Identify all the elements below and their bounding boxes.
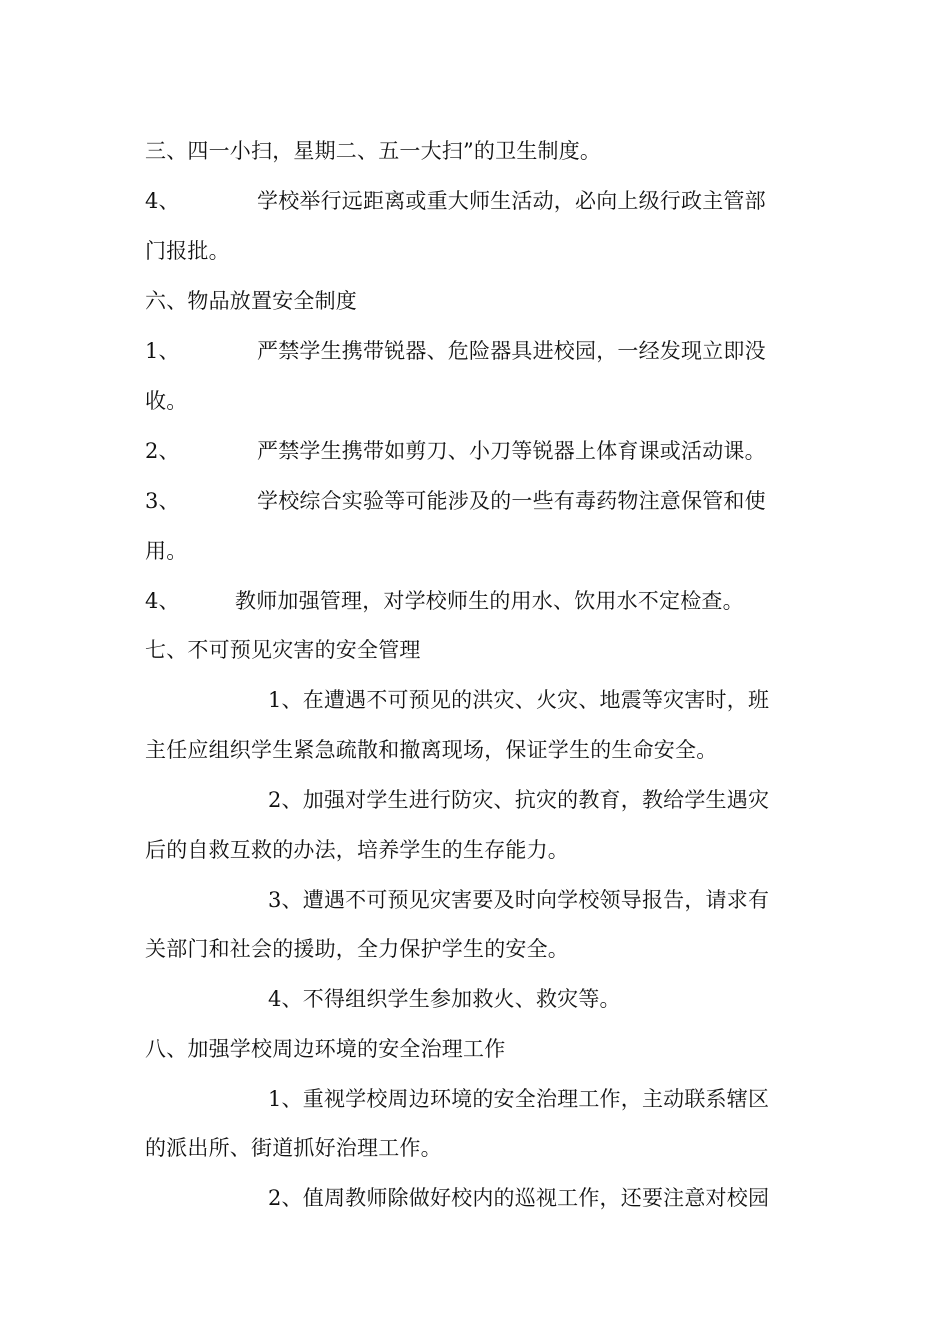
text-line: [145, 935, 569, 963]
text-line: [145, 836, 569, 864]
item-text: 学校综合实验等可能涉及的一些有毒药物注意保管和使: [257, 489, 766, 513]
indented-paragraph-line: [268, 686, 769, 714]
line-text: 2、值周教师除做好校内的巡视工作，还要注意对校园: [268, 1186, 770, 1210]
line-text: 关部门和社会的援助，全力保护学生的安全。: [145, 937, 569, 961]
line-text: 三、四一小扫，星期二、五一大扫”的卫生制度。: [145, 139, 602, 163]
indented-paragraph-line: [268, 786, 769, 814]
item-text: 严禁学生携带锐器、危险器具进校园，一经发现立即没: [257, 339, 766, 363]
item-number: 1、: [145, 339, 180, 363]
line-text: 收。: [145, 389, 188, 413]
line-text: 3、遭遇不可预见灾害要及时向学校领导报告，请求有: [268, 888, 770, 912]
item-number: 3、: [145, 489, 180, 513]
line-text: 4、不得组织学生参加救火、救灾等。: [268, 987, 621, 1011]
line-text: 1、在遭遇不可预见的洪灾、火灾、地震等灾害时，班: [268, 688, 770, 712]
list-item: [145, 437, 766, 465]
list-item: [145, 587, 744, 615]
indented-paragraph-line: [268, 886, 769, 914]
section-heading: [145, 1035, 505, 1063]
item-text: 学校举行远距离或重大师生活动，必向上级行政主管部: [257, 189, 766, 213]
heading-text: 六、物品放置安全制度: [145, 289, 357, 313]
text-line: [145, 736, 717, 764]
section-heading: [145, 287, 357, 315]
line-text: 后的自救互救的办法，培养学生的生存能力。: [145, 838, 569, 862]
item-number: 4、: [145, 589, 180, 613]
section-heading: [145, 636, 421, 664]
line-text: 2、加强对学生进行防灾、抗灾的教育，教给学生遇灾: [268, 788, 770, 812]
list-item: [145, 487, 766, 515]
list-item: [145, 337, 766, 365]
item-number: 2、: [145, 439, 180, 463]
text-line: [145, 537, 187, 565]
line-text: 的派出所、街道抓好治理工作。: [145, 1136, 442, 1160]
indented-paragraph-line: [268, 1184, 769, 1212]
text-line: [145, 1134, 442, 1162]
list-item: [145, 187, 766, 215]
text-line: [145, 137, 601, 165]
line-text: 1、重视学校周边环境的安全治理工作，主动联系辖区: [268, 1087, 770, 1111]
heading-text: 七、不可预见灾害的安全管理: [145, 638, 421, 662]
text-line: [145, 387, 187, 415]
item-text: 教师加强管理，对学校师生的用水、饮用水不定检查。: [235, 589, 744, 613]
indented-paragraph-line: [268, 1085, 769, 1113]
line-text: 用。: [145, 539, 188, 563]
heading-text: 八、加强学校周边环境的安全治理工作: [145, 1037, 506, 1061]
item-text: 严禁学生携带如剪刀、小刀等锐器上体育课或活动课。: [257, 439, 766, 463]
item-number: 4、: [145, 189, 180, 213]
indented-paragraph-line: [268, 985, 621, 1013]
text-line: [145, 237, 230, 265]
line-text: 门报批。: [145, 239, 230, 263]
line-text: 主任应组织学生紧急疏散和撤离现场，保证学生的生命安全。: [145, 738, 718, 762]
